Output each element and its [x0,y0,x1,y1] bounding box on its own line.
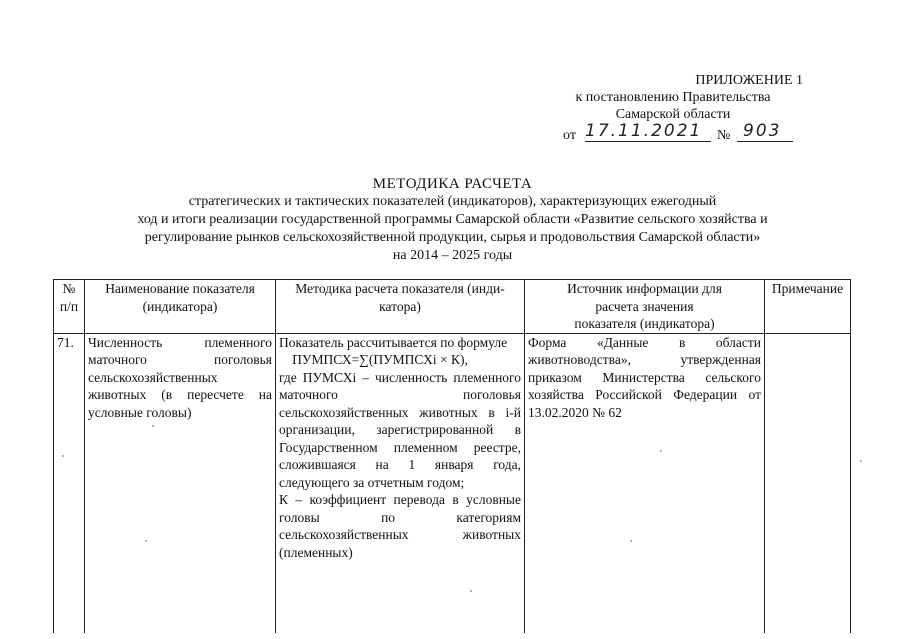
indicator-table [53,279,851,633]
row-note [765,333,851,633]
method-coefficient: К – коэффициент перевода в условные головы по категориям сельскохозяйственных животных (племенных) [279,492,521,560]
date-number-line [523,121,823,145]
row-number: 71. [54,333,85,633]
appendix-line1: к постановлению Правительства [575,90,771,105]
heading-line3: регулирование рынков сельскохозяйственной продукции, сырья и продовольствия Самарской области» [144,230,761,245]
scan-speck [630,540,632,542]
scan-speck [145,540,147,542]
heading-line4: на 2014 – 2025 годы [392,248,513,263]
number-prefix: № [717,128,731,143]
document-heading [0,175,905,265]
header-source-line2: расчета значения [595,298,694,314]
scan-speck [62,455,64,457]
number-handwritten: 903 [743,121,782,141]
heading-line1: стратегических и тактических показателей (индикаторов), характеризующих ежегодный [188,194,717,209]
date-handwritten: 17.11.2021 [585,121,703,141]
header-source [525,280,765,334]
table-row [54,333,851,633]
header-name [85,280,276,334]
method-where: где ПУМСХi – численность племенного маточного поголовья сельскохозяйственных животных в i-й организации, зарегистрированной в Государственном племенном реестре, сложившаяся на 1 января года, следующего за отчетным годом; [279,369,521,490]
row-source: Форма «Данные в области животноводства», утвержденная приказом Министерства сельского хозяйства Российской Федерации от 13.02.2020 № 62 [525,333,765,633]
heading-line2: ход и итоги реализации государственной программы Самарской области «Развитие сельского хозяйства и [137,212,768,227]
header-number-line1: № [62,281,76,296]
header-source-line3: показателя (индикатора) [574,316,715,331]
document-title: МЕТОДИКА РАСЧЕТА [372,176,533,192]
scan-speck [860,460,862,462]
header-source-line1: Источник информации для [567,281,722,296]
header-method [276,280,525,334]
header-number-line2: п/п [59,298,79,314]
appendix-title: ПРИЛОЖЕНИЕ 1 [695,73,803,88]
header-number [54,280,85,334]
row-method [276,333,525,633]
method-formula: ПУМПСХ=∑(ПУМПСХi × К), [292,352,468,367]
header-method-line2: катора) [379,298,421,314]
appendix-line2: Самарской области [615,107,731,122]
header-note-label: Примечание [771,281,844,296]
appendix-block [523,72,823,145]
number-underline [737,141,793,142]
header-method-line1: Методика расчета показателя (инди- [295,281,505,296]
date-underline [585,141,711,142]
header-name-line2: (индикатора) [142,298,218,314]
scan-speck [152,425,154,427]
date-prefix: от [563,128,576,143]
header-name-line1: Наименование показателя [105,281,255,296]
scan-speck [470,590,472,592]
method-intro: Показатель рассчитывается по формуле [279,334,508,350]
scan-speck [660,450,662,452]
row-indicator-name: Численность племенного маточного поголовья сельскохозяйственных животных (в пересчете на условные головы) [85,333,276,633]
table-header-row [54,280,851,334]
header-note [765,280,851,334]
